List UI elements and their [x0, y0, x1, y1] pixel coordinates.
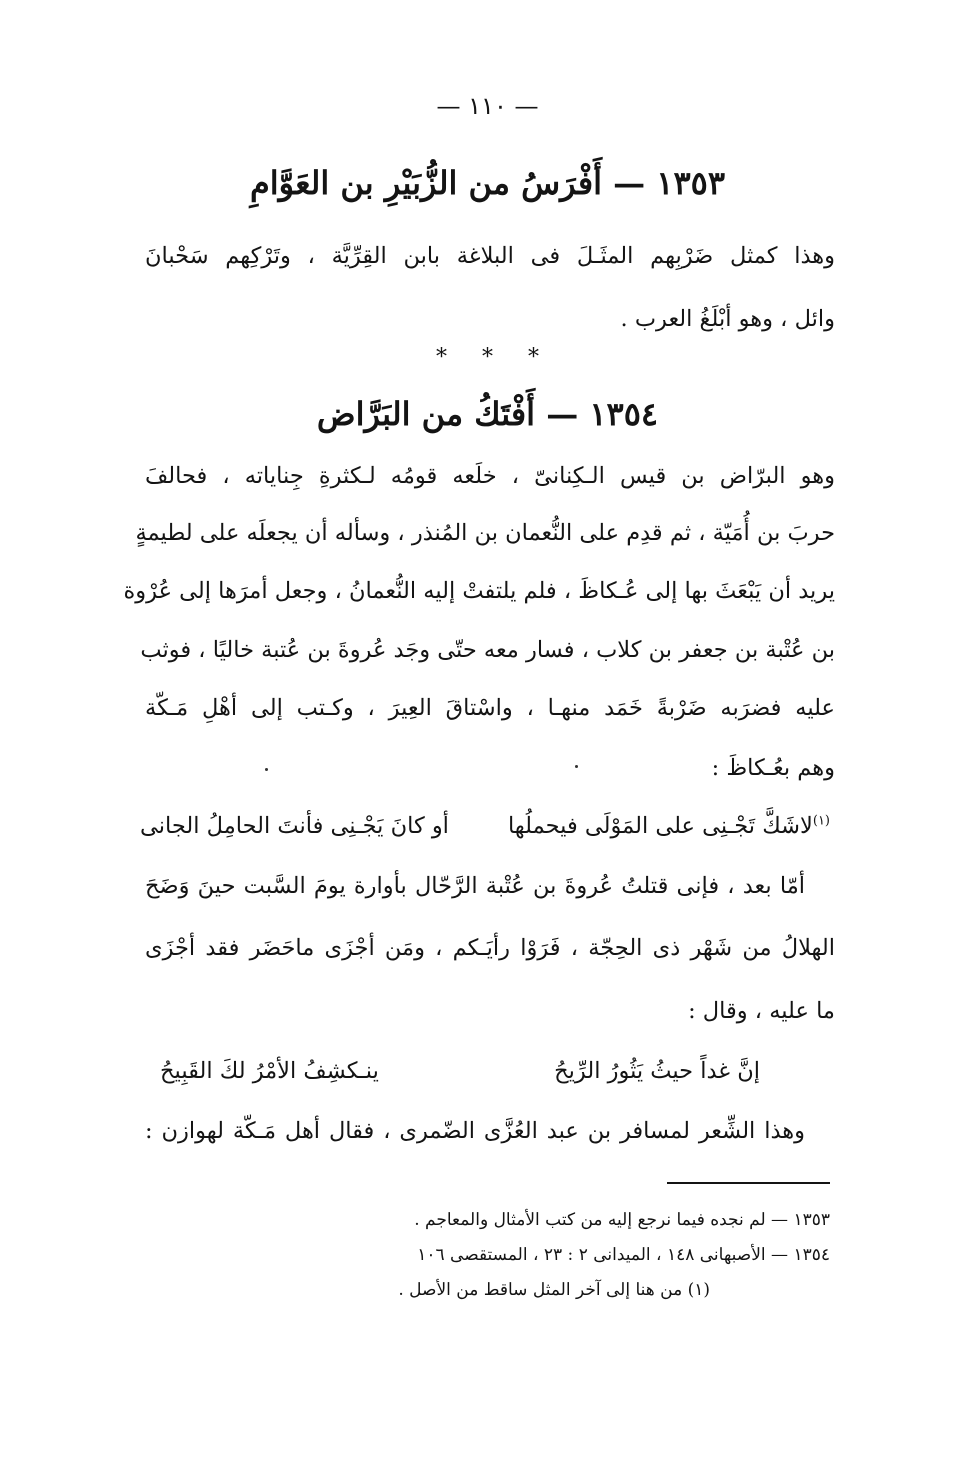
- footnote-1353: ١٣٥٣ — لم نجده فيما نرجع إليه من كتب الأمثال والمعاجم .: [414, 1210, 830, 1230]
- entry-1354-line-5: عليه فضرَبه ضَرْبةً خَمَد منهـا ، واسْتاقَ العِيرَ ، وكـتب إلى أهْلِ مَـكّة: [145, 695, 835, 721]
- footnote-1: (١) من هنا إلى آخر المثل ساقط من الأصل .: [398, 1280, 710, 1300]
- scan-speck: [265, 768, 268, 771]
- entry-1354-line-8: الهلالُ من شَهْر ذى الحِجّة ، فَرَوْا رأيَـكم ، ومَن أجْزَى ماحَضَر فقد أجْزَى: [145, 935, 835, 961]
- verse-2-left-hemistich: ينـكشِفُ الأمْرُ لكَ القَبِيحُ: [160, 1058, 379, 1084]
- footnote-ref-1: (١): [812, 813, 830, 829]
- verse-1-right-hemistich: [508, 813, 830, 839]
- entry-1353-line-1: وهذا كمثل ضَرْبِهم المثَـلَ فى البلاغة بابن القِرِّيَّة ، وتَرْكِهم سَحْبانَ: [145, 243, 835, 269]
- footnote-divider: [667, 1182, 830, 1184]
- verse-1: [140, 813, 830, 847]
- entry-1353-line-2: وائل ، وهو أبْلَغُ العرب .: [620, 306, 835, 332]
- page-number: — ١١٠ —: [436, 92, 539, 120]
- entry-1354-line-2: حربَ بن أُمَيّة ، ثم قدِم على النُّعمان بن المُنذر ، وسأله أن يجعلَه على لطيمةٍ: [135, 520, 835, 546]
- entry-1353-heading: ١٣٥٣ — أَفْرَسُ من الزُّبَيْرِ بن العَوَّامِ: [249, 164, 726, 202]
- verse-1-left-hemistich: أو كانَ يَجْـنِى فأنتَ الحامِلُ الجانى: [140, 813, 449, 839]
- entry-1354-line-7: أمّا بعد ، فإنى قتلتُ عُروةَ بن عُتْبة الرَّحّال بأوارة يومَ السَّبت حينَ وَضَحَ: [145, 873, 805, 899]
- footnote-1354: ١٣٥٤ — الأصبهانى ١٤٨ ، الميدانى ٢ : ٢٣ ، المستقصى ١٠٦: [417, 1245, 830, 1265]
- verse-2: [160, 1058, 760, 1092]
- entry-1354-line-9: ما عليه ، وقال :: [688, 998, 835, 1024]
- entry-1354-heading: ١٣٥٤ — أَفْتَكُ من البَرَّاض: [316, 395, 659, 433]
- section-separator: * * *: [436, 345, 539, 370]
- entry-1354-line-3: يريد أن يَبْعَثَ بها إلى عُـكاظَ ، فلم يلتفتْ إليه النُّعمانُ ، وجعل أمرَها إلى عُرْوة: [123, 578, 835, 604]
- entry-1354-line-6: وهم بعُـكاظَ :: [711, 755, 835, 781]
- entry-1354-line-4: بن عُتْبة بن جعفر بن كلاب ، فسار معه حتّى وجَد عُروةَ بن عُتبة خاليًا ، فوثب: [140, 637, 835, 663]
- verse-2-right-hemistich: إنَّ غداً حيثُ يَثُورُ الرِّيحُ: [554, 1058, 760, 1084]
- entry-1354-line-1: وهو البرّاض بن قيس الـكِنانىّ ، خلَعه قومُه لـكثرةِ جِناياته ، فحالفَ: [145, 463, 835, 489]
- verse-1-right-text: لاشَكَّ تَجْـنِى على المَوْلَى فيحملُها: [507, 813, 813, 839]
- entry-1354-line-10: وهذا الشِّعر لمسافر بن عبد العُزَّى الضّمرى ، فقال أهل مَـكّة لهوازن :: [145, 1118, 805, 1144]
- scan-speck: [575, 765, 578, 768]
